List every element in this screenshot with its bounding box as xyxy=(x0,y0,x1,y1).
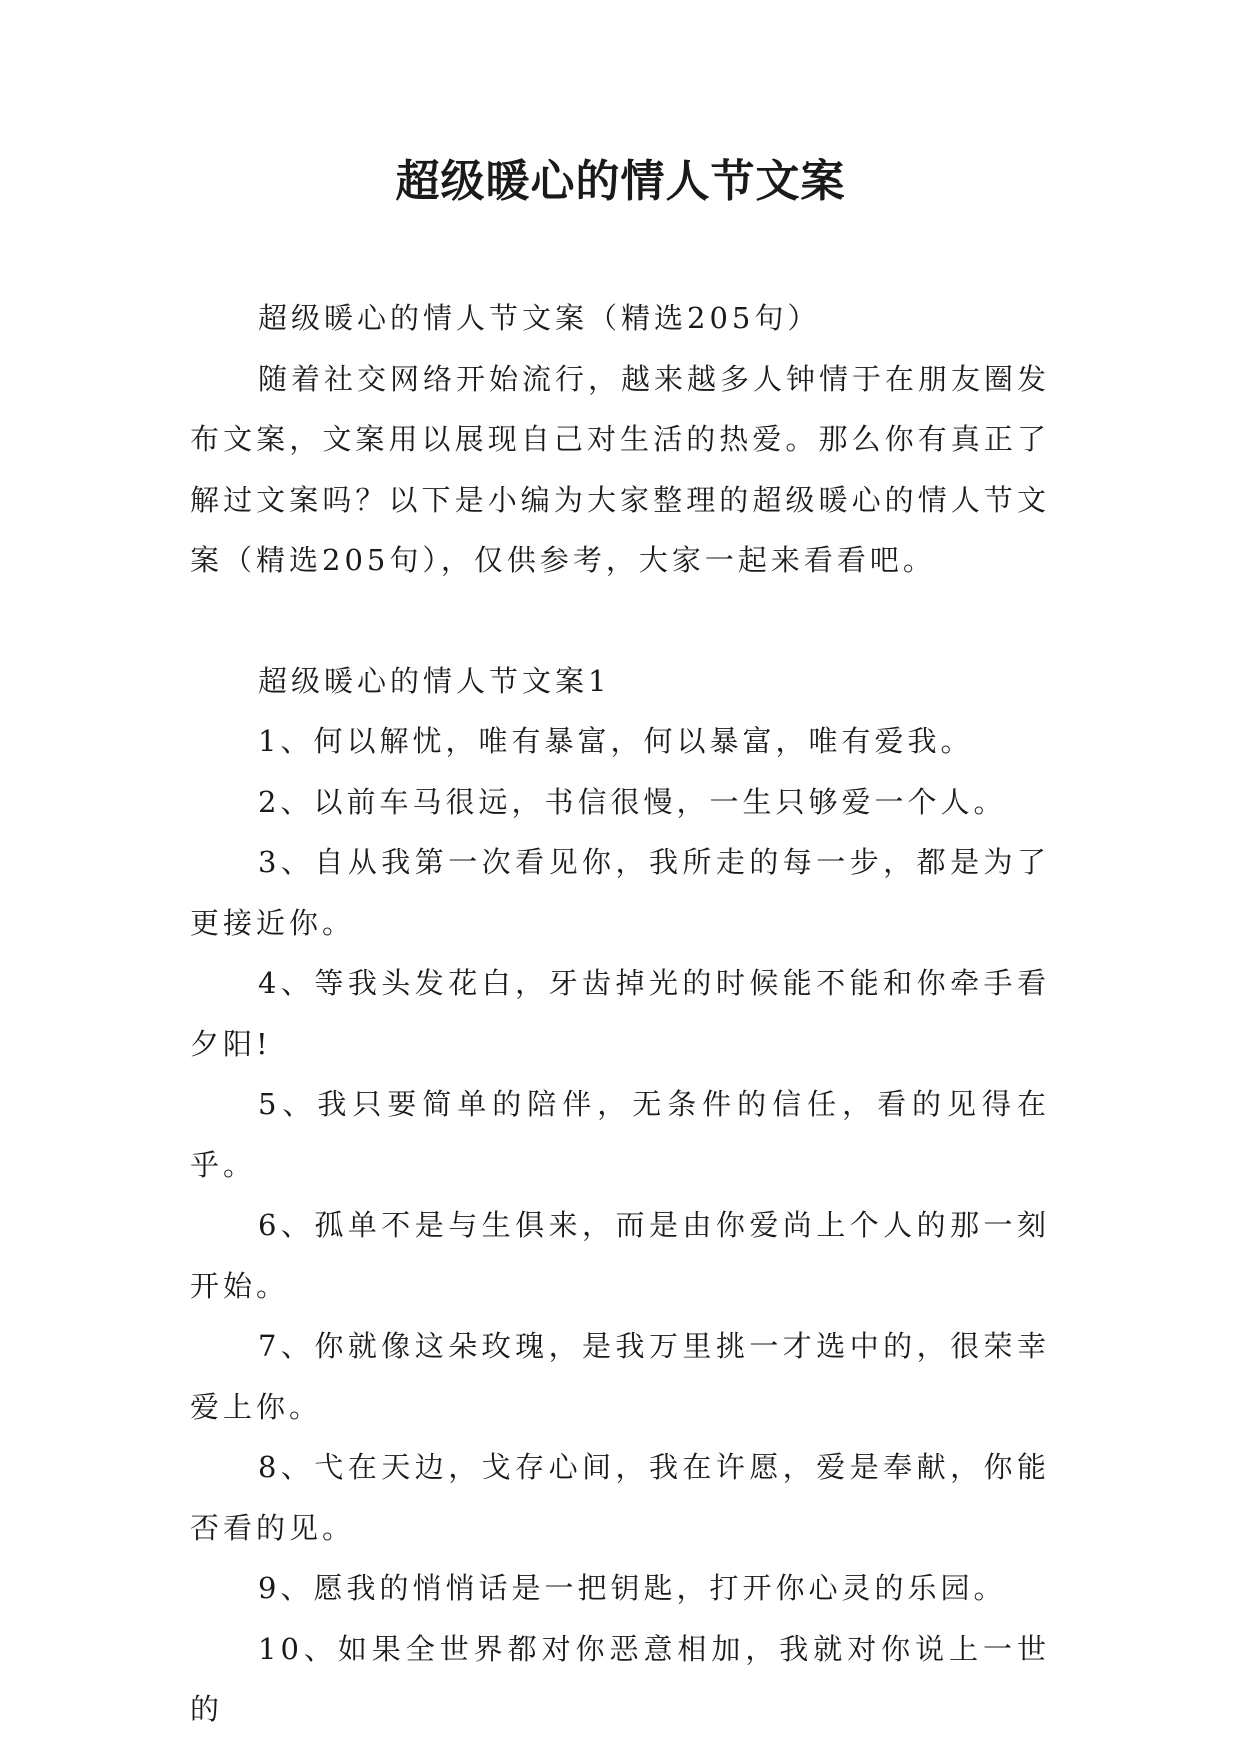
list-item: 9、愿我的悄悄话是一把钥匙，打开你心灵的乐园。 xyxy=(258,1571,1007,1605)
list-item: 7、你就像这朵玫瑰，是我万里挑一才选中的，很荣幸爱上你。 xyxy=(190,1329,1050,1424)
list-item: 2、以前车马很远，书信很慢，一生只够爱一个人。 xyxy=(258,784,1007,819)
document-title: 超级暖心的情人节文案 xyxy=(395,156,846,207)
list-item: 5、我只要简单的陪伴，无条件的信任，看的见得在乎。 xyxy=(190,1087,1050,1182)
document-subtitle: 超级暖心的情人节文案（精选205句） xyxy=(258,301,821,335)
list-item: 6、孤单不是与生俱来，而是由你爱尚上个人的那一刻开始。 xyxy=(190,1208,1050,1303)
list-item: 10、如果全世界都对你恶意相加，我就对你说上一世的 xyxy=(190,1631,1050,1726)
list-item: 8、弋在天边，戈存心间，我在许愿，爱是奉献，你能否看的见。 xyxy=(190,1450,1050,1545)
list-item: 4、等我头发花白，牙齿掉光的时候能不能和你牵手看夕阳! xyxy=(190,966,1050,1061)
document-body xyxy=(190,288,1050,1740)
list-item: 1、何以解忧，唯有暴富，何以暴富，唯有爱我。 xyxy=(258,724,974,758)
intro-paragraph: 随着社交网络开始流行，越来越多人钟情于在朋友圈发布文案，文案用以展现自己对生活的热爱。那么你有真正了解过文案吗？以下是小编为大家整理的超级暖心的情人节文案（精选205句），仅供参考，大家一起来看看吧。 xyxy=(190,361,1051,577)
section-heading: 超级暖心的情人节文案1 xyxy=(258,663,611,698)
list-item: 3、自从我第一次看见你，我所走的每一步，都是为了更接近你。 xyxy=(190,845,1050,940)
